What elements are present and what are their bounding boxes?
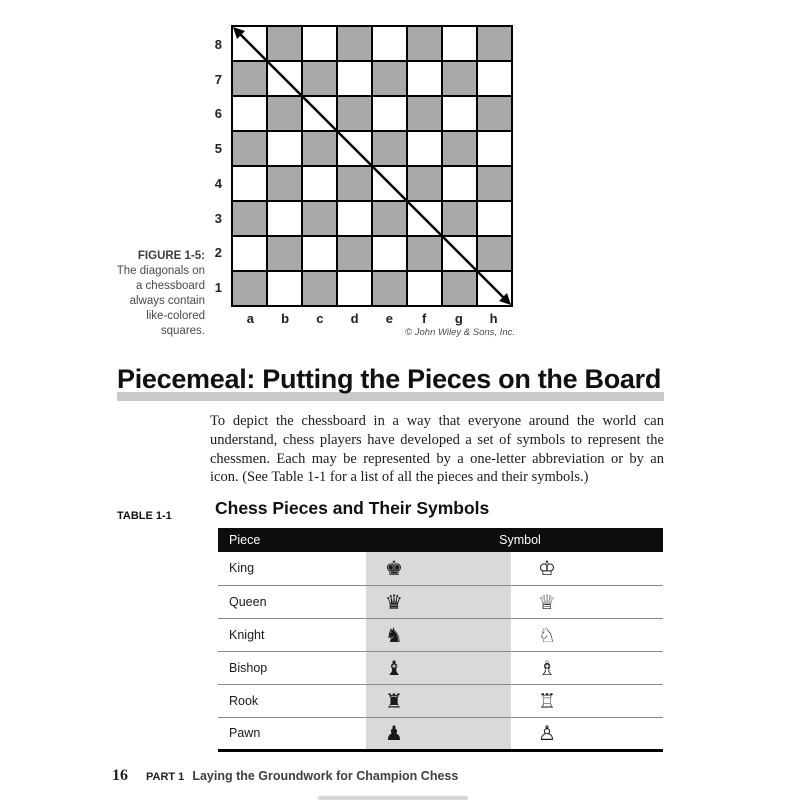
board-square-c5 — [303, 132, 336, 165]
column-header-piece: Piece — [218, 528, 377, 552]
board-square-e7 — [373, 62, 406, 95]
file-label: h — [489, 311, 498, 326]
page-footer — [112, 767, 458, 785]
board-square-a4 — [233, 167, 266, 200]
board-square-f3 — [408, 202, 441, 235]
figure-caption-line: always contain — [129, 295, 205, 307]
rank-label: 3 — [214, 210, 222, 226]
table-label: TABLE 1-1 — [117, 510, 172, 522]
file-label: g — [454, 311, 463, 326]
board-square-g2 — [443, 237, 476, 270]
piece-name: Bishop — [218, 651, 377, 684]
file-label: b — [281, 311, 290, 326]
board-square-h8 — [478, 27, 511, 60]
board-square-a6 — [233, 97, 266, 130]
white-piece-icon: ♕ — [530, 585, 663, 618]
board-square-h5 — [478, 132, 511, 165]
table-row — [218, 585, 663, 618]
board-square-a3 — [233, 202, 266, 235]
board-square-e1 — [373, 272, 406, 305]
board-square-a8 — [233, 27, 266, 60]
board-square-a7 — [233, 62, 266, 95]
chessboard — [231, 25, 513, 307]
black-piece-icon: ♞ — [377, 618, 530, 651]
board-square-d6 — [338, 97, 371, 130]
white-piece-icon: ♘ — [530, 618, 663, 651]
board-square-h2 — [478, 237, 511, 270]
board-square-g6 — [443, 97, 476, 130]
rank-label: 2 — [214, 245, 222, 261]
board-square-c8 — [303, 27, 336, 60]
board-square-b2 — [268, 237, 301, 270]
figure-caption-line: The diagonals on — [116, 265, 205, 277]
rank-label: 8 — [214, 36, 222, 52]
board-square-c6 — [303, 97, 336, 130]
board-square-a2 — [233, 237, 266, 270]
board-square-h7 — [478, 62, 511, 95]
white-piece-icon: ♙ — [530, 717, 663, 750]
board-square-f5 — [408, 132, 441, 165]
board-square-e8 — [373, 27, 406, 60]
board-square-a5 — [233, 132, 266, 165]
board-square-f4 — [408, 167, 441, 200]
file-label: e — [385, 311, 393, 326]
board-square-g3 — [443, 202, 476, 235]
piece-name: Rook — [218, 684, 377, 717]
figure-caption-label: FIGURE 1-5: — [137, 250, 205, 262]
black-piece-icon: ♛ — [377, 585, 530, 618]
table-row — [218, 651, 663, 684]
board-square-e4 — [373, 167, 406, 200]
section-heading: Piecemeal: Putting the Pieces on the Board — [117, 364, 662, 394]
table-row — [218, 552, 663, 585]
clipped-text-fragment — [318, 796, 468, 800]
table-header-row — [218, 528, 663, 552]
board-square-c3 — [303, 202, 336, 235]
board-square-f1 — [408, 272, 441, 305]
board-square-h3 — [478, 202, 511, 235]
table-row — [218, 618, 663, 651]
board-square-c2 — [303, 237, 336, 270]
board-square-a1 — [233, 272, 266, 305]
rank-label: 6 — [214, 106, 222, 122]
black-piece-icon: ♟ — [377, 717, 530, 750]
white-piece-icon: ♔ — [538, 556, 556, 581]
board-square-f6 — [408, 97, 441, 130]
board-square-g7 — [443, 62, 476, 95]
part-label: PART 1 — [146, 771, 185, 783]
file-label: d — [350, 311, 359, 326]
board-square-b5 — [268, 132, 301, 165]
file-label: c — [316, 311, 324, 326]
body-paragraph: To depict the chessboard in a way that everyone around the world can understand, chess players have developed a set of symbols to represent the chessmen. Each may be represented by a one-letter abbreviation or by an icon. (See Table 1-1 for a list of all the pieces and their symbols.) — [210, 413, 664, 486]
rank-label: 1 — [214, 280, 222, 296]
piece-name: Queen — [218, 585, 377, 618]
board-square-g4 — [443, 167, 476, 200]
board-square-e5 — [373, 132, 406, 165]
board-square-f8 — [408, 27, 441, 60]
figure-caption-line: squares. — [160, 325, 205, 337]
board-grid — [233, 27, 511, 305]
table-title: Chess Pieces and Their Symbols — [215, 498, 490, 518]
board-square-h1 — [478, 272, 511, 305]
black-piece-icon: ♚ — [385, 556, 403, 581]
board-square-e2 — [373, 237, 406, 270]
black-piece-icon: ♝ — [377, 651, 530, 684]
white-piece-icon: ♖ — [530, 684, 663, 717]
figure-caption-line: like-colored — [146, 310, 205, 322]
rank-label: 4 — [214, 175, 222, 191]
figure-caption-line: a chessboard — [135, 280, 205, 292]
board-square-c1 — [303, 272, 336, 305]
board-square-b1 — [268, 272, 301, 305]
board-square-g1 — [443, 272, 476, 305]
board-square-d4 — [338, 167, 371, 200]
chess-pieces-table — [218, 528, 663, 752]
board-square-f7 — [408, 62, 441, 95]
board-square-c7 — [303, 62, 336, 95]
table-row — [218, 684, 663, 717]
board-square-e3 — [373, 202, 406, 235]
board-square-d8 — [338, 27, 371, 60]
board-square-h4 — [478, 167, 511, 200]
board-square-h6 — [478, 97, 511, 130]
board-square-f2 — [408, 237, 441, 270]
figure-caption-lines — [69, 264, 205, 339]
piece-name: Knight — [218, 618, 377, 651]
board-square-d5 — [338, 132, 371, 165]
board-square-g8 — [443, 27, 476, 60]
rank-label: 5 — [214, 141, 222, 157]
piece-name: King — [229, 561, 255, 576]
table-row — [218, 717, 663, 750]
rank-label: 7 — [214, 71, 222, 87]
figure-credit: © John Wiley & Sons, Inc. — [405, 327, 515, 338]
board-square-g5 — [443, 132, 476, 165]
part-title: Laying the Groundwork for Champion Chess — [192, 769, 459, 783]
board-square-d7 — [338, 62, 371, 95]
board-square-b7 — [268, 62, 301, 95]
board-square-d1 — [338, 272, 371, 305]
column-header-symbol: Symbol — [377, 528, 663, 552]
board-square-b4 — [268, 167, 301, 200]
board-square-b8 — [268, 27, 301, 60]
file-label: a — [246, 311, 254, 326]
white-piece-icon: ♗ — [530, 651, 663, 684]
file-label: f — [421, 311, 427, 326]
black-piece-icon: ♜ — [377, 684, 530, 717]
page-number: 16 — [112, 767, 128, 784]
figure-caption — [69, 249, 205, 339]
board-square-d3 — [338, 202, 371, 235]
board-square-b3 — [268, 202, 301, 235]
piece-name: Pawn — [218, 717, 377, 750]
board-square-d2 — [338, 237, 371, 270]
board-square-e6 — [373, 97, 406, 130]
board-square-c4 — [303, 167, 336, 200]
board-square-b6 — [268, 97, 301, 130]
board-file-labels — [233, 311, 511, 326]
